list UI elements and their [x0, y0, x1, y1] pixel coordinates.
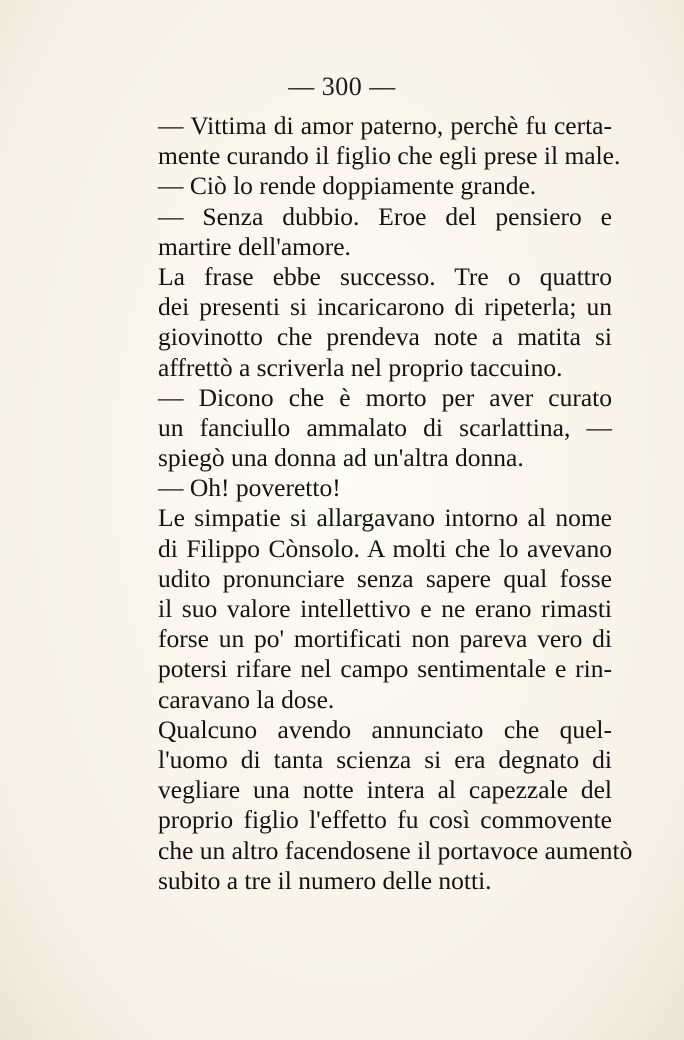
text-line: spiegò una donna ad un'altra donna. [158, 443, 524, 473]
text-line: caravano la dose. [158, 684, 335, 714]
text-line: il suo valore intellettivo e ne erano rimasti [158, 594, 612, 623]
text-line: l'uomo di tanta scienza si era degnato di [158, 744, 612, 774]
text-line: vegliare una notte intera al capezzale del [158, 775, 612, 805]
page-body-text [158, 111, 633, 896]
text-line: dei presenti si incaricarono di ripeterla; un [158, 292, 612, 322]
text-line: La frase ebbe successo. Tre o quattro [158, 261, 612, 291]
text-line: di Filippo Cònsolo. A molti che lo avevano [158, 533, 612, 563]
text-line: proprio figlio l'effetto fu così commovente [158, 805, 612, 835]
text-line: giovinotto che prendeva note a matita si [158, 322, 612, 352]
text-line: forse un po' mortificati non pareva vero di [158, 624, 612, 654]
text-line: martire dell'amore. [158, 231, 351, 261]
text-line: — Oh! poveretto! [158, 473, 341, 503]
text-line: — Dicono che è morto per aver curato [158, 382, 612, 412]
page-number: — 300 — [288, 72, 396, 101]
text-line: un fanciullo ammalato di scarlattina, — [158, 412, 612, 442]
text-line: mente curando il figlio che egli prese il male. [158, 141, 621, 171]
text-line: Qualcuno avendo annunciato che quel- [158, 714, 612, 744]
text-line: subito a tre il numero delle notti. [158, 865, 492, 895]
text-line: udito pronunciare senza sapere qual fosse [158, 563, 612, 593]
text-line: che un altro facendosene il portavoce aumentò [158, 835, 633, 865]
text-line: potersi rifare nel campo sentimentale e rin- [158, 654, 612, 684]
text-line: — Ciò lo rende doppiamente grande. [158, 171, 537, 201]
text-line: — Vittima di amor paterno, perchè fu certa- [158, 111, 612, 140]
text-line: — Senza dubbio. Eroe del pensiero e [158, 201, 612, 231]
text-line: affrettò a scriverla nel proprio taccuino. [158, 352, 563, 382]
text-line: Le simpatie si allargavano intorno al nome [158, 503, 612, 533]
